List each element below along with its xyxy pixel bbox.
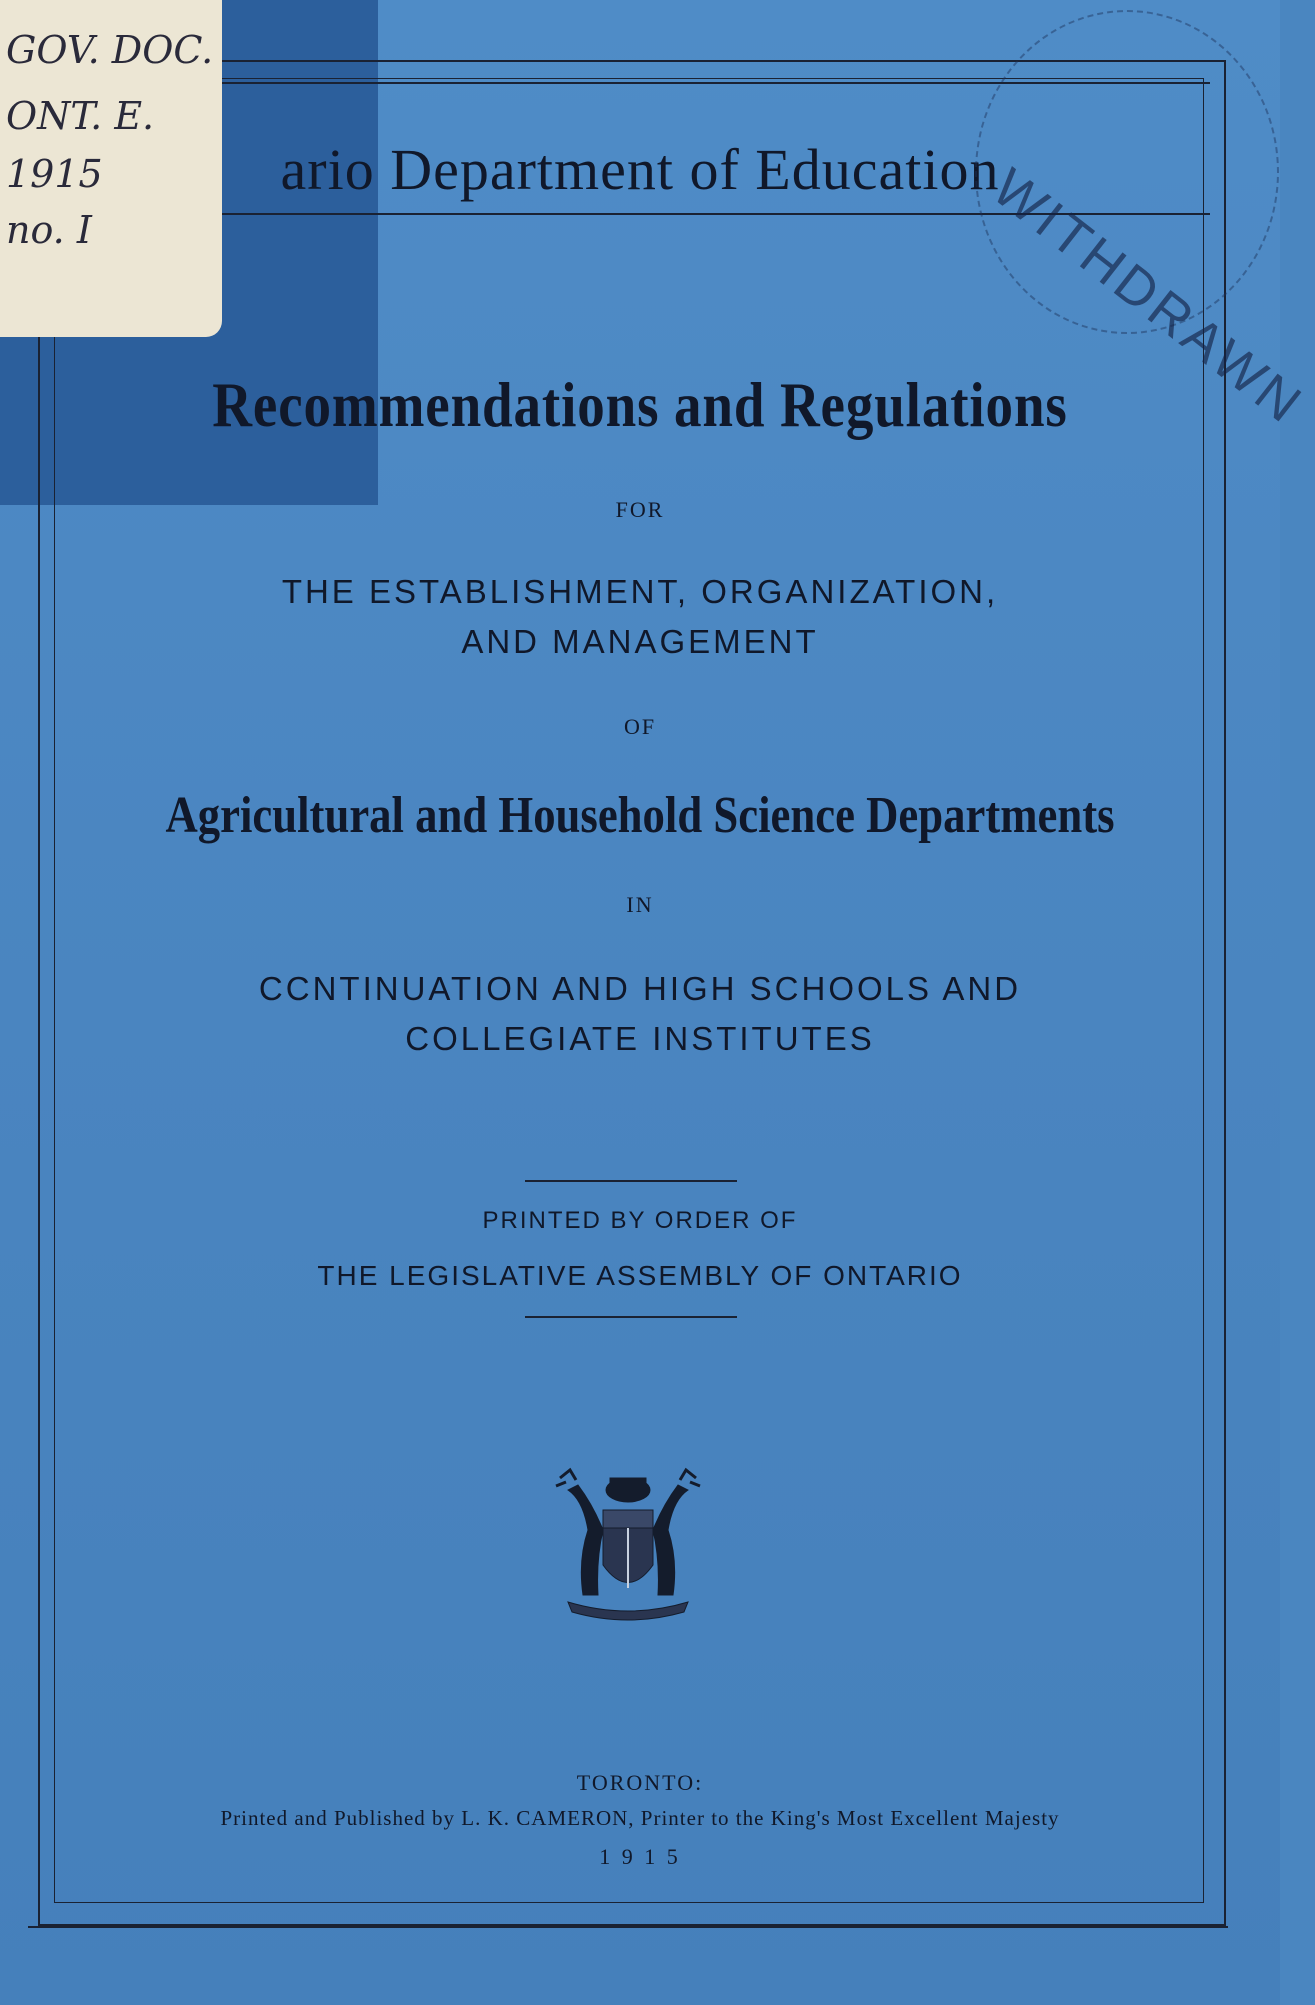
- withdrawn-stamp-text: WITHDRAWN: [981, 157, 1315, 437]
- label-line-2: ONT. E.: [6, 94, 155, 138]
- label-line-4: no. I: [6, 208, 92, 252]
- imprint-year: 1 9 1 5: [599, 1844, 681, 1869]
- subject-line-1: THE ESTABLISHMENT, ORGANIZATION,: [281, 573, 999, 610]
- department-heading: ario Department of Education: [280, 137, 1000, 202]
- subject-line-2: AND MANAGEMENT: [461, 623, 819, 660]
- imprint-publisher: Printed and Published by L. K. CAMERON, Printer to the King's Most Excellent Majesty: [220, 1806, 1060, 1830]
- connector-of: OF: [623, 714, 657, 739]
- schools-line-1: CCNTINUATION AND HIGH SCHOOLS AND: [258, 970, 1022, 1007]
- connector-in: IN: [626, 892, 654, 917]
- departments-heading: Agricultural and Household Science Departments: [165, 787, 1115, 844]
- imprint-city: TORONTO:: [576, 1770, 704, 1795]
- label-line-1: GOV. DOC.: [6, 28, 214, 72]
- order-rule-bottom: [525, 1316, 737, 1318]
- order-rule-top: [525, 1180, 737, 1182]
- library-call-number-label: [0, 0, 222, 337]
- ontario-coat-of-arms-icon: [548, 1470, 708, 1620]
- main-title: Recommendations and Regulations: [212, 369, 1068, 440]
- connector-for: FOR: [615, 497, 665, 522]
- schools-line-2: COLLEGIATE INSTITUTES: [405, 1020, 875, 1057]
- bottom-double-rule: [28, 1926, 1228, 1928]
- label-line-3: 1915: [6, 152, 103, 196]
- order-line-1: PRINTED BY ORDER OF: [482, 1207, 798, 1234]
- order-line-2: THE LEGISLATIVE ASSEMBLY OF ONTARIO: [317, 1260, 963, 1291]
